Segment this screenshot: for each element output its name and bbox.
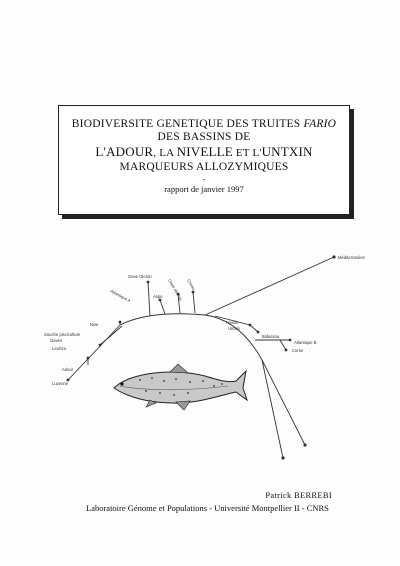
branch-down-right [262,360,305,445]
label-luzenne: Luzenne [52,381,69,386]
label-ossau: Ossau [186,278,197,291]
branch-up-1 [148,282,150,316]
label-souche: Souche pisciculture [44,332,81,337]
label-atlantique-a: Atlantique A [109,288,132,304]
branch-right-4 [280,340,286,350]
label-gave-pau: Gave de Pau [167,278,184,302]
trout-illustration [114,364,247,410]
branch-right-2 [250,325,258,332]
branch-arc-left [120,314,205,325]
author: Patrick BERREBI [265,490,332,500]
title-line-2: DES BASSINS DE [157,131,251,143]
label-gaves: Gaves [50,338,63,343]
title-box [58,105,350,215]
branch-up-4 [193,292,195,313]
title-untxin: UNTXIN [261,144,313,159]
title-fario: FARIO [303,118,337,130]
title-line-1-text: BIODIVERSITE GENETIQUE DES TRUITES [71,118,304,130]
label-aspe: Aspe [153,294,163,299]
label-adour: Adour [62,367,74,372]
tree-nodes [67,255,336,459]
title-line-4: MARQUEURS ALLOZYMIQUES [119,161,289,173]
phylogenetic-tree-figure [0,240,400,470]
branch-long [205,257,334,315]
laboratory: Laboratoire Génome et Populations - Université Montpellier II - CNRS [86,503,329,513]
tree-labels [44,255,366,386]
title-line-3 [59,144,349,161]
tree-svg [0,240,400,470]
branch-up-2 [160,300,165,314]
label-atlantique-b: Atlantique B [294,340,317,345]
report-date: rapport de janvier 1997 [164,184,244,194]
title-la: , LA [153,147,177,159]
title-dash: - [202,174,206,184]
label-leurtza: Leurtza [52,346,66,351]
label-gave-oloron: Gave Oloron [128,274,152,279]
title-nivelle: NIVELLE [176,144,233,159]
title-adour: L'ADOUR [95,144,154,159]
title-et: ET L' [232,147,262,159]
title-line-1 [59,118,349,131]
label-corse: Corse [292,348,304,353]
label-bidassoa: Bidassoa [262,334,280,339]
branch-left-a [100,326,122,345]
label-untxin: Untxin [228,326,240,331]
label-nive: Nive [90,322,99,327]
label-nivelle: Nivelle [226,320,239,325]
label-mediterraneen: Méditerranéen [338,255,366,260]
branch-down-2 [262,360,283,458]
tree-branches [68,257,334,458]
